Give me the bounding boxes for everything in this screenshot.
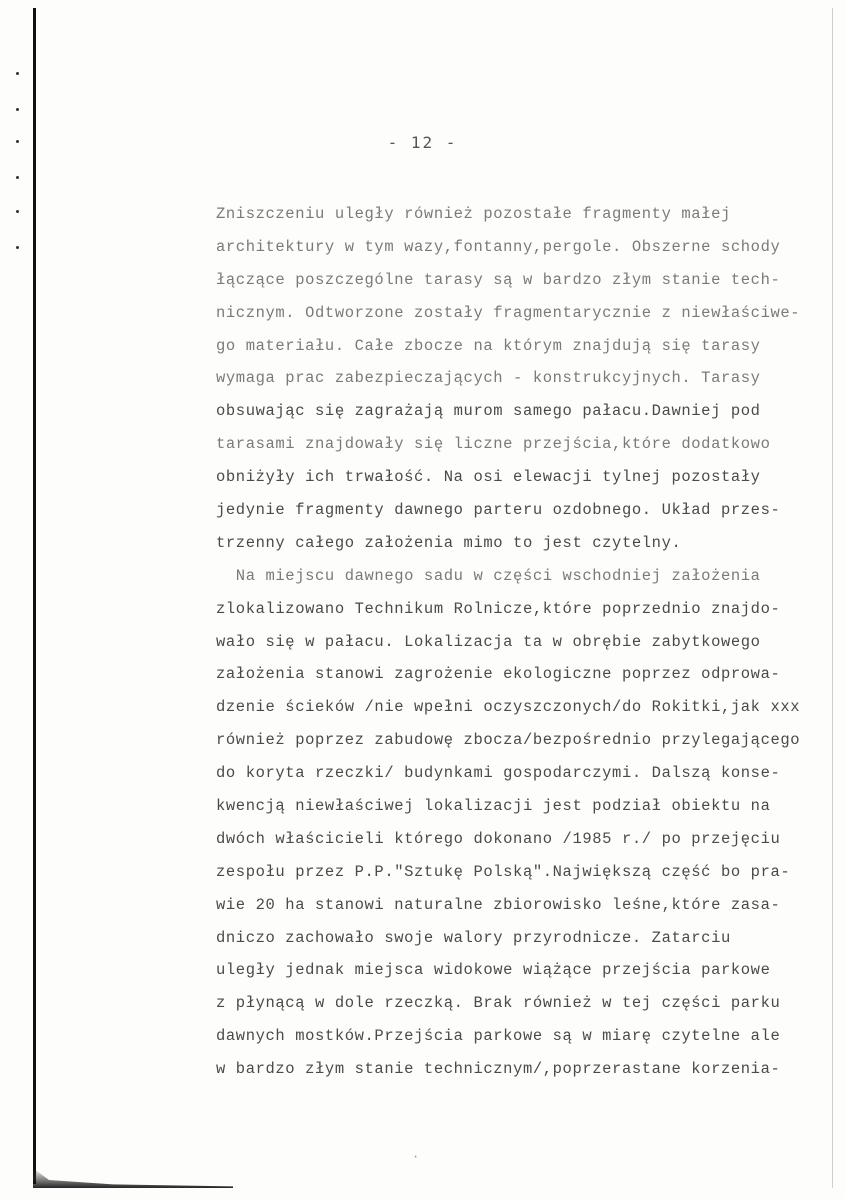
text-line: dzenie ścieków /nie wpełni oczyszczonych/do Rokitki,jak xxx [216,698,801,717]
text-line: zlokalizowano Technikum Rolnicze,które poprzednio znajdo- [216,599,781,618]
text-line: Zniszczeniu uległy również pozostałe fragmenty małej [216,205,731,223]
text-line: w bardzo złym stanie technicznym/,poprzerastane korzenia- [216,1060,781,1079]
ink-speck: · [412,1150,420,1164]
text-line: również poprzez zabudowę zbocza/bezpośrednio przylegającego [216,731,801,750]
margin-dot [16,108,19,111]
text-line: dwóch właścicieli którego dokonano /1985 r./ po przejęciu [216,829,781,848]
text-line: obniżyły ich trwałość. Na osi elewacji tylnej pozostały [216,468,761,487]
margin-dot [16,72,19,75]
text-line: z płynącą w dole rzeczką. Brak również w tej części parku [216,994,781,1013]
margin-dot [16,176,19,179]
text-line: dniczo zachowało swoje walory przyrodnicze. Zatarciu [216,928,731,947]
text-line: architektury w tym wazy,fontanny,pergole. Obszerne schody [216,237,781,256]
text-line: nicznym. Odtworzone zostały fragmentarycznie z niewłaściwe- [216,303,801,322]
text-line: wymaga prac zabezpieczających - konstrukcyjnych. Tarasy [216,369,761,388]
text-line: dawnych mostków.Przejścia parkowe są w miarę czytelne ale [216,1027,781,1046]
text-line: uległy jednak miejsca widokowe wiążące przejścia parkowe [216,961,771,980]
text-line: trzenny całego założenia mimo to jest czytelny. [216,533,682,552]
binding-edge-line [33,8,36,1184]
text-line: tarasami znajdowały się liczne przejścia,które dodatkowo [216,435,771,454]
text-line: jedynie fragmenty dawnego parteru ozdobnego. Układ przes- [216,501,781,520]
page-number: - 12 - [387,133,458,152]
binding-edge-shadow [33,1168,233,1188]
text-line: wało się w pałacu. Lokalizacja ta w obrębie zabytkowego [216,632,761,651]
text-line: założenia stanowi zagrożenie ekologiczne poprzez odprowa- [216,665,781,684]
margin-dot [16,246,19,249]
text-line: do koryta rzeczki/ budynkami gospodarczymi. Dalszą konse- [216,764,781,783]
margin-dot [16,210,19,213]
typed-text-body [216,198,836,1086]
text-line: kwencją niewłaściwej lokalizacji jest podział obiektu na [216,797,771,816]
text-line: łączące poszczególne tarasy są w bardzo złym stanie tech- [216,270,781,289]
text-line: wie 20 ha stanowi naturalne zbiorowisko leśne,które zasa- [216,895,781,914]
text-line: go materiału. Całe zbocze na którym znajdują się tarasy [216,336,761,355]
text-line: Na miejscu dawnego sadu w części wschodniej założenia [216,566,761,585]
text-line: obsuwając się zagrażają murom samego pałacu.Dawniej pod [216,402,761,421]
text-line: zespołu przez P.P."Sztukę Polską".Największą część bo pra- [216,862,791,881]
